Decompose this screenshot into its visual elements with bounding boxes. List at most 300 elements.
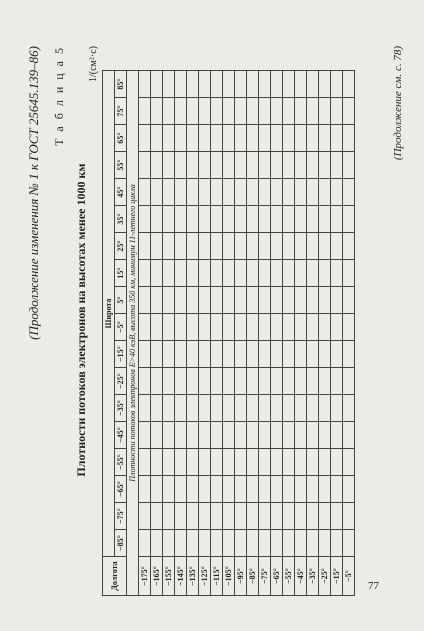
value-cell [139, 71, 151, 98]
value-cell [235, 179, 247, 206]
value-cell [235, 71, 247, 98]
value-cell [199, 206, 211, 233]
value-cell [283, 179, 295, 206]
longitude-header: Долгота [103, 557, 127, 596]
value-cell [151, 71, 163, 98]
value-cell [175, 368, 187, 395]
value-cell [343, 125, 355, 152]
value-cell [151, 530, 163, 557]
value-cell [319, 503, 331, 530]
value-cell [271, 98, 283, 125]
value-cell [343, 287, 355, 314]
value-cell [271, 314, 283, 341]
value-cell [175, 503, 187, 530]
value-cell [223, 368, 235, 395]
value-cell [199, 233, 211, 260]
value-cell [271, 152, 283, 179]
value-cell [271, 71, 283, 98]
value-cell [199, 71, 211, 98]
latitude-cell: 5° [115, 287, 127, 314]
value-cell [151, 125, 163, 152]
value-cell [139, 530, 151, 557]
value-cell [139, 233, 151, 260]
value-cell [295, 98, 307, 125]
value-cell [139, 260, 151, 287]
value-cell [307, 314, 319, 341]
value-cell [163, 449, 175, 476]
value-cell [223, 98, 235, 125]
value-cell [283, 503, 295, 530]
value-cell [271, 422, 283, 449]
value-cell [343, 503, 355, 530]
value-cell [307, 152, 319, 179]
data-table [102, 70, 355, 596]
value-cell [175, 449, 187, 476]
value-cell [319, 422, 331, 449]
value-cell [187, 476, 199, 503]
value-cell [211, 314, 223, 341]
value-cell [187, 152, 199, 179]
value-cell [211, 125, 223, 152]
value-cell [331, 206, 343, 233]
longitude-cell: −45° [295, 557, 307, 596]
value-cell [223, 287, 235, 314]
value-cell [163, 125, 175, 152]
value-cell [283, 422, 295, 449]
longitude-cell: −175° [139, 557, 151, 596]
value-cell [139, 395, 151, 422]
value-cell [343, 422, 355, 449]
value-cell [211, 98, 223, 125]
latitude-cell: −5° [115, 314, 127, 341]
value-cell [331, 395, 343, 422]
value-cell [223, 125, 235, 152]
value-cell [343, 179, 355, 206]
value-cell [199, 476, 211, 503]
value-cell [319, 260, 331, 287]
value-cell [295, 287, 307, 314]
table-row [235, 71, 247, 596]
table-row [139, 71, 151, 596]
value-cell [187, 341, 199, 368]
table-row [307, 71, 319, 596]
table-body [139, 71, 355, 596]
value-cell [223, 152, 235, 179]
value-cell [283, 449, 295, 476]
value-cell [259, 341, 271, 368]
value-cell [151, 341, 163, 368]
value-cell [283, 314, 295, 341]
table-label: Т а б л и ц а 5 [52, 46, 66, 146]
value-cell [235, 314, 247, 341]
value-cell [199, 449, 211, 476]
table-row [271, 71, 283, 596]
value-cell [307, 395, 319, 422]
value-cell [175, 98, 187, 125]
longitude-cell: −125° [199, 557, 211, 596]
value-cell [163, 71, 175, 98]
value-cell [223, 476, 235, 503]
latitude-cell: −65° [115, 476, 127, 503]
value-cell [295, 179, 307, 206]
value-cell [187, 422, 199, 449]
latitude-cell: 35° [115, 206, 127, 233]
value-cell [151, 260, 163, 287]
value-cell [295, 260, 307, 287]
value-cell [319, 395, 331, 422]
value-cell [211, 341, 223, 368]
latitude-cell: 75° [115, 98, 127, 125]
value-cell [247, 98, 259, 125]
value-cell [223, 314, 235, 341]
latitude-cell: 65° [115, 125, 127, 152]
value-cell [223, 206, 235, 233]
value-cell [295, 449, 307, 476]
table-row [283, 71, 295, 596]
latitude-cell: −35° [115, 395, 127, 422]
value-cell [331, 98, 343, 125]
value-cell [283, 368, 295, 395]
value-cell [211, 449, 223, 476]
value-cell [283, 530, 295, 557]
value-cell [199, 152, 211, 179]
value-cell [259, 98, 271, 125]
value-cell [139, 206, 151, 233]
value-cell [187, 368, 199, 395]
value-cell [259, 530, 271, 557]
table-row [187, 71, 199, 596]
longitude-cell: −15° [331, 557, 343, 596]
value-cell [271, 260, 283, 287]
longitude-cell: −145° [175, 557, 187, 596]
value-cell [199, 503, 211, 530]
table-row [175, 71, 187, 596]
value-cell [199, 422, 211, 449]
value-cell [307, 206, 319, 233]
value-cell [235, 233, 247, 260]
longitude-cell: −25° [319, 557, 331, 596]
value-cell [163, 503, 175, 530]
value-cell [211, 152, 223, 179]
value-cell [295, 206, 307, 233]
value-cell [223, 71, 235, 98]
value-cell [223, 422, 235, 449]
value-cell [223, 341, 235, 368]
value-cell [211, 260, 223, 287]
value-cell [151, 314, 163, 341]
value-cell [307, 98, 319, 125]
latitude-cell: 85° [115, 71, 127, 98]
value-cell [199, 98, 211, 125]
value-cell [211, 206, 223, 233]
value-cell [211, 395, 223, 422]
value-cell [175, 314, 187, 341]
value-cell [175, 422, 187, 449]
value-cell [259, 233, 271, 260]
table-row [163, 71, 175, 596]
table-row [343, 71, 355, 596]
longitude-cell: −55° [283, 557, 295, 596]
value-cell [223, 233, 235, 260]
value-cell [283, 287, 295, 314]
value-cell [259, 260, 271, 287]
value-cell [307, 422, 319, 449]
table-row [211, 71, 223, 596]
value-cell [211, 287, 223, 314]
value-cell [235, 125, 247, 152]
value-cell [307, 476, 319, 503]
value-cell [331, 530, 343, 557]
value-cell [259, 395, 271, 422]
value-cell [319, 71, 331, 98]
value-cell [247, 395, 259, 422]
value-cell [343, 206, 355, 233]
value-cell [343, 476, 355, 503]
value-cell [199, 530, 211, 557]
value-cell [187, 287, 199, 314]
value-cell [271, 341, 283, 368]
value-cell [283, 152, 295, 179]
value-cell [343, 71, 355, 98]
longitude-cell: −85° [247, 557, 259, 596]
latitude-cell: −55° [115, 449, 127, 476]
value-cell [211, 233, 223, 260]
value-cell [247, 287, 259, 314]
value-cell [187, 314, 199, 341]
value-cell [139, 476, 151, 503]
value-cell [319, 341, 331, 368]
value-cell [235, 206, 247, 233]
value-cell [271, 233, 283, 260]
value-cell [295, 530, 307, 557]
value-cell [211, 71, 223, 98]
value-cell [199, 260, 211, 287]
latitude-cell: 25° [115, 233, 127, 260]
value-cell [319, 206, 331, 233]
value-cell [139, 179, 151, 206]
continuation-footer: (Продолжение см. с. 78) [392, 46, 404, 161]
value-cell [151, 395, 163, 422]
value-cell [151, 449, 163, 476]
value-cell [235, 422, 247, 449]
value-cell [163, 287, 175, 314]
longitude-cell: −5° [343, 557, 355, 596]
value-cell [331, 287, 343, 314]
value-cell [307, 260, 319, 287]
value-cell [307, 233, 319, 260]
value-cell [235, 449, 247, 476]
value-cell [247, 179, 259, 206]
value-cell [163, 206, 175, 233]
value-cell [295, 476, 307, 503]
value-cell [247, 476, 259, 503]
value-cell [163, 260, 175, 287]
value-cell [295, 503, 307, 530]
value-cell [175, 179, 187, 206]
value-cell [139, 287, 151, 314]
table-row [319, 71, 331, 596]
longitude-cell: −155° [163, 557, 175, 596]
value-cell [139, 503, 151, 530]
section-label: Плотности потоков электронов Е>40 кэВ, высота 350 км, минимум 11-летнего цикла [127, 71, 139, 596]
value-cell [247, 503, 259, 530]
value-cell [331, 71, 343, 98]
value-cell [283, 476, 295, 503]
value-cell [151, 368, 163, 395]
page-number: 77 [368, 580, 379, 592]
value-cell [163, 341, 175, 368]
value-cell [259, 287, 271, 314]
value-cell [271, 503, 283, 530]
longitude-cell: −65° [271, 557, 283, 596]
value-cell [247, 422, 259, 449]
value-cell [235, 341, 247, 368]
continuation-header: (Продолжение изменения № 1 к ГОСТ 25645.139–86) [26, 46, 41, 340]
latitude-cell: −45° [115, 422, 127, 449]
table-row [295, 71, 307, 596]
value-cell [163, 422, 175, 449]
value-cell [187, 179, 199, 206]
table-row [259, 71, 271, 596]
value-cell [247, 314, 259, 341]
value-cell [175, 395, 187, 422]
value-cell [247, 125, 259, 152]
value-cell [211, 476, 223, 503]
value-cell [343, 98, 355, 125]
value-cell [139, 368, 151, 395]
value-cell [139, 98, 151, 125]
value-cell [271, 287, 283, 314]
value-cell [307, 530, 319, 557]
value-cell [295, 368, 307, 395]
value-cell [331, 125, 343, 152]
table-row [247, 71, 259, 596]
value-cell [247, 233, 259, 260]
value-cell [271, 206, 283, 233]
value-cell [199, 341, 211, 368]
value-cell [151, 152, 163, 179]
value-cell [283, 206, 295, 233]
table-row [223, 71, 235, 596]
value-cell [223, 503, 235, 530]
value-cell [247, 368, 259, 395]
value-cell [223, 260, 235, 287]
value-cell [151, 206, 163, 233]
value-cell [259, 206, 271, 233]
value-cell [163, 530, 175, 557]
value-cell [187, 206, 199, 233]
value-cell [343, 395, 355, 422]
value-cell [247, 260, 259, 287]
value-cell [319, 476, 331, 503]
value-cell [151, 233, 163, 260]
value-cell [175, 287, 187, 314]
value-cell [307, 71, 319, 98]
value-cell [163, 368, 175, 395]
value-cell [283, 395, 295, 422]
value-cell [271, 368, 283, 395]
value-cell [163, 395, 175, 422]
value-cell [283, 71, 295, 98]
value-cell [259, 368, 271, 395]
value-cell [139, 152, 151, 179]
value-cell [199, 287, 211, 314]
table-row [199, 71, 211, 596]
longitude-cell: −105° [223, 557, 235, 596]
value-cell [223, 530, 235, 557]
value-cell [175, 152, 187, 179]
value-cell [151, 503, 163, 530]
value-cell [307, 125, 319, 152]
value-cell [223, 449, 235, 476]
value-cell [187, 260, 199, 287]
value-cell [331, 368, 343, 395]
value-cell [259, 314, 271, 341]
value-cell [211, 179, 223, 206]
value-cell [199, 125, 211, 152]
latitude-header: Широта [103, 71, 115, 557]
value-cell [295, 71, 307, 98]
value-cell [223, 395, 235, 422]
value-cell [223, 179, 235, 206]
value-cell [235, 395, 247, 422]
value-cell [331, 341, 343, 368]
value-cell [139, 314, 151, 341]
value-cell [271, 476, 283, 503]
value-cell [283, 98, 295, 125]
value-cell [283, 260, 295, 287]
value-cell [295, 314, 307, 341]
value-cell [271, 530, 283, 557]
value-cell [211, 503, 223, 530]
value-cell [331, 152, 343, 179]
value-cell [163, 98, 175, 125]
value-cell [151, 476, 163, 503]
value-cell [235, 260, 247, 287]
value-cell [319, 368, 331, 395]
value-cell [199, 179, 211, 206]
value-cell [259, 476, 271, 503]
value-cell [235, 476, 247, 503]
latitude-cell: 45° [115, 179, 127, 206]
value-cell [343, 233, 355, 260]
value-cell [331, 449, 343, 476]
value-cell [139, 422, 151, 449]
value-cell [247, 206, 259, 233]
value-cell [151, 287, 163, 314]
value-cell [295, 233, 307, 260]
value-cell [187, 395, 199, 422]
value-cell [199, 314, 211, 341]
units-label: 1/(см²·с) [88, 46, 99, 82]
value-cell [319, 287, 331, 314]
value-cell [271, 179, 283, 206]
value-cell [235, 98, 247, 125]
value-cell [199, 368, 211, 395]
value-cell [187, 98, 199, 125]
value-cell [139, 125, 151, 152]
latitude-cell: 55° [115, 152, 127, 179]
value-cell [319, 233, 331, 260]
value-cell [343, 314, 355, 341]
value-cell [211, 422, 223, 449]
value-cell [187, 503, 199, 530]
value-cell [331, 476, 343, 503]
table-caption: Плотности потоков электронов на высотах менее 1000 км [74, 163, 88, 477]
value-cell [271, 125, 283, 152]
longitude-cell: −135° [187, 557, 199, 596]
value-cell [211, 368, 223, 395]
